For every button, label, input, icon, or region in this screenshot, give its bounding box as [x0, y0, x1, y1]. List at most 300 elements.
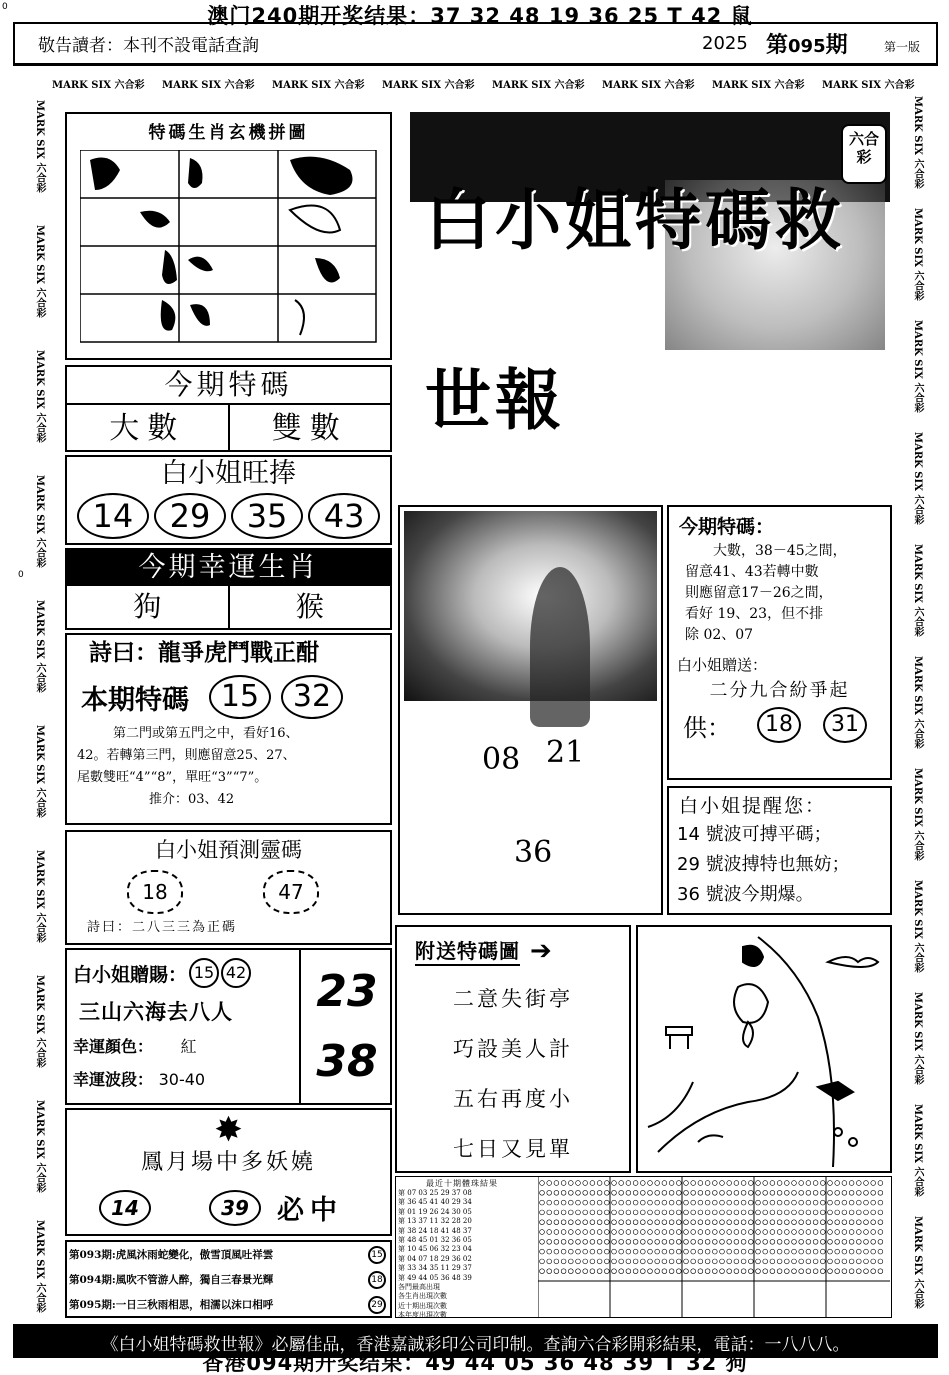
result-dot — [640, 1181, 645, 1186]
result-dot — [554, 1220, 559, 1225]
result-dot — [612, 1200, 617, 1205]
result-dot — [835, 1239, 840, 1244]
result-dot — [712, 1200, 717, 1205]
result-dot — [727, 1200, 732, 1205]
masthead — [405, 110, 890, 480]
number-ball: 29 — [154, 493, 226, 539]
result-dot — [554, 1190, 559, 1195]
result-dot — [691, 1259, 696, 1264]
result-dot — [626, 1259, 631, 1264]
result-dot — [828, 1181, 833, 1186]
result-dot — [633, 1249, 638, 1254]
gift-big-number: 38 — [316, 1036, 378, 1087]
result-dot — [691, 1210, 696, 1215]
result-dot — [871, 1249, 876, 1254]
result-dot — [705, 1259, 710, 1264]
gift-title: 白小姐贈賜： — [73, 963, 188, 986]
result-dot — [590, 1220, 595, 1225]
must-win-label: 必中 — [277, 1195, 343, 1226]
result-dot — [684, 1249, 689, 1254]
result-dot — [820, 1181, 825, 1186]
border-mark: MARK SIX 六合彩 — [34, 725, 45, 818]
result-dot — [813, 1230, 818, 1235]
result-dot — [626, 1249, 631, 1254]
result-dot — [770, 1210, 775, 1215]
border-mark: MARK SIX 六合彩 — [912, 992, 923, 1085]
result-dot — [835, 1200, 840, 1205]
result-dot — [547, 1181, 552, 1186]
result-dot — [878, 1190, 883, 1195]
reminder-line: 14 號波可搏平碼； — [677, 824, 832, 845]
result-dot — [561, 1269, 566, 1274]
result-dot — [568, 1210, 573, 1215]
attached-chart-box — [395, 925, 631, 1173]
result-dot — [820, 1210, 825, 1215]
number-ball: 35 — [231, 493, 303, 539]
result-dot — [777, 1249, 782, 1254]
gift-color-value: 紅 — [180, 1037, 197, 1056]
result-dot — [583, 1249, 588, 1254]
result-dot — [561, 1230, 566, 1235]
result-dot — [748, 1181, 753, 1186]
border-mark: MARK SIX 六合彩 — [34, 475, 45, 568]
result-dot — [568, 1181, 573, 1186]
gift-wave-value: 30-40 — [158, 1070, 206, 1089]
result-dot — [784, 1190, 789, 1195]
result-dot — [698, 1181, 703, 1186]
result-dot — [748, 1190, 753, 1195]
issue-year: 2025 — [702, 33, 748, 54]
result-dot — [612, 1181, 617, 1186]
result-dot — [748, 1200, 753, 1205]
result-dot — [806, 1210, 811, 1215]
results-table — [395, 1176, 892, 1318]
gift-divider — [299, 950, 301, 1103]
result-dot — [691, 1200, 696, 1205]
result-dot — [734, 1249, 739, 1254]
poem-box — [65, 633, 392, 825]
result-dot — [806, 1269, 811, 1274]
result-dot — [576, 1220, 581, 1225]
result-dot — [568, 1230, 573, 1235]
result-dot — [842, 1200, 847, 1205]
edition-label: 第一版 — [884, 40, 921, 54]
border-mark: MARK SIX 六合彩 — [272, 80, 365, 91]
results-row: 第 13 37 11 32 28 20 — [398, 1217, 472, 1226]
result-dot — [849, 1210, 854, 1215]
result-dot — [633, 1259, 638, 1264]
lucky-zodiac-title: 今期幸運生肖 — [67, 550, 390, 586]
border-mark: MARK SIX 六合彩 — [912, 1216, 923, 1309]
number-ball: 14 — [77, 493, 149, 539]
result-dot — [540, 1190, 545, 1195]
history-line: 第094期:風吹不管游人醉，獨自三春景光輝 — [69, 1274, 274, 1286]
masthead-badge: 六合彩 — [841, 124, 887, 184]
reminder-line: 36 號波今期爆。 — [677, 884, 814, 905]
result-dot — [604, 1181, 609, 1186]
result-dot — [777, 1181, 782, 1186]
poem-line: 詩曰：龍爭虎鬥戰正酣 — [89, 640, 319, 666]
result-dot — [828, 1259, 833, 1264]
number-ball: 15 — [368, 1246, 386, 1264]
result-dot — [871, 1210, 876, 1215]
result-dot — [604, 1220, 609, 1225]
result-dot — [748, 1259, 753, 1264]
result-dot — [676, 1210, 681, 1215]
result-dot — [856, 1220, 861, 1225]
corner-mark: 0 — [2, 2, 8, 12]
result-dot — [806, 1200, 811, 1205]
tips-box — [667, 505, 892, 780]
result-dot — [597, 1269, 602, 1274]
result-dot — [813, 1190, 818, 1195]
result-dot — [684, 1230, 689, 1235]
result-dot — [806, 1239, 811, 1244]
result-dot — [763, 1269, 768, 1274]
tips-line: 大數，38－45之間， — [713, 543, 847, 559]
result-dot — [669, 1210, 674, 1215]
white-lady-hot-numbers — [67, 493, 390, 539]
result-dot — [784, 1239, 789, 1244]
result-dot — [756, 1200, 761, 1205]
result-dot — [619, 1239, 624, 1244]
result-dot — [640, 1239, 645, 1244]
result-dot — [856, 1230, 861, 1235]
result-dot — [648, 1259, 653, 1264]
result-dot — [864, 1190, 869, 1195]
result-dot — [799, 1249, 804, 1254]
result-dot — [835, 1259, 840, 1264]
result-dot — [669, 1200, 674, 1205]
result-dot — [633, 1200, 638, 1205]
result-dot — [684, 1269, 689, 1274]
result-dot — [820, 1259, 825, 1264]
result-dot — [748, 1239, 753, 1244]
result-dot — [568, 1220, 573, 1225]
result-dot — [856, 1239, 861, 1244]
result-dot — [856, 1259, 861, 1264]
result-dot — [540, 1249, 545, 1254]
result-dot — [597, 1249, 602, 1254]
result-dot — [554, 1210, 559, 1215]
tips-line: 看好 19、23，但不排 — [685, 606, 824, 622]
results-row: 第 01 19 26 24 30 05 — [398, 1207, 472, 1216]
result-dot — [741, 1269, 746, 1274]
history-line: 第093期:虎風沐雨蛇變化，傲雪頂風吐祥雲 — [69, 1249, 274, 1261]
result-dot — [604, 1259, 609, 1264]
result-dot — [669, 1181, 674, 1186]
result-dot — [720, 1190, 725, 1195]
reminder-title: 白小姐提醒您： — [679, 795, 827, 817]
tips-line: 除 02、07 — [685, 627, 754, 643]
attached-chart-line: 巧設美人計 — [453, 1037, 573, 1061]
result-dot — [741, 1239, 746, 1244]
result-dot — [835, 1190, 840, 1195]
result-dot — [547, 1239, 552, 1244]
result-dot — [734, 1220, 739, 1225]
results-rows — [398, 1189, 534, 1321]
result-dot — [864, 1220, 869, 1225]
result-dot — [691, 1220, 696, 1225]
result-dot — [568, 1190, 573, 1195]
results-footer-row: 本年度出現次數 — [398, 1311, 447, 1320]
result-dot — [756, 1249, 761, 1254]
result-dot — [640, 1190, 645, 1195]
result-dot — [655, 1200, 660, 1205]
result-dot — [756, 1210, 761, 1215]
result-dot — [792, 1210, 797, 1215]
result-dot — [770, 1220, 775, 1225]
results-row: 第 38 24 18 41 48 37 — [398, 1226, 472, 1235]
result-dot — [741, 1220, 746, 1225]
result-dot — [648, 1190, 653, 1195]
gift-color-label: 幸運顏色： — [73, 1037, 154, 1056]
result-dot — [540, 1210, 545, 1215]
result-dot — [712, 1190, 717, 1195]
result-dot — [835, 1181, 840, 1186]
result-dot — [820, 1200, 825, 1205]
tips-line: 留意41、43若轉中數 — [685, 564, 819, 580]
result-dot — [777, 1230, 782, 1235]
result-dot — [806, 1181, 811, 1186]
result-dot — [763, 1220, 768, 1225]
border-mark: MARK SIX 六合彩 — [912, 544, 923, 637]
border-mark: MARK SIX 六合彩 — [912, 208, 923, 301]
border-mark: MARK SIX 六合彩 — [34, 100, 45, 193]
results-row-values: 36 45 41 40 29 34 — [407, 1198, 472, 1207]
result-dot — [547, 1200, 552, 1205]
result-dot — [676, 1249, 681, 1254]
results-footer-row: 各門最高出現 — [398, 1283, 440, 1292]
result-dot — [770, 1239, 775, 1244]
result-dot — [698, 1190, 703, 1195]
history-line: 第095期:一日三秋雨相思，相濡以沫口相呼 — [69, 1299, 274, 1311]
result-dot — [820, 1220, 825, 1225]
result-dot — [691, 1249, 696, 1254]
number-ball: 18 — [368, 1271, 386, 1289]
photo-figure — [530, 567, 590, 727]
result-dot — [547, 1220, 552, 1225]
result-dot — [820, 1190, 825, 1195]
zodiac-puzzle-title: 特碼生肖玄機拼圖 — [148, 123, 309, 143]
result-dot — [626, 1220, 631, 1225]
tips-text — [669, 541, 890, 646]
result-dot — [813, 1200, 818, 1205]
result-dot — [871, 1259, 876, 1264]
result-dot — [792, 1269, 797, 1274]
result-dot — [705, 1200, 710, 1205]
result-dot — [770, 1269, 775, 1274]
result-dot — [640, 1259, 645, 1264]
result-dot — [756, 1181, 761, 1186]
result-dot — [712, 1239, 717, 1244]
result-dot — [878, 1210, 883, 1215]
result-dot — [712, 1259, 717, 1264]
lucky-zodiac-left: 狗 — [67, 586, 230, 628]
masthead-title: 白小姐特碼救世報 — [425, 181, 845, 439]
result-dot — [554, 1249, 559, 1254]
result-dot — [597, 1259, 602, 1264]
number-ball: 15 — [209, 675, 271, 719]
result-dot — [684, 1259, 689, 1264]
results-row-values: 49 44 05 36 48 39 — [407, 1273, 472, 1282]
result-dot — [792, 1230, 797, 1235]
result-dot — [597, 1239, 602, 1244]
results-row-values: 48 45 01 32 36 05 — [407, 1236, 472, 1245]
result-dot — [669, 1220, 674, 1225]
result-dot — [712, 1181, 717, 1186]
result-dot — [705, 1190, 710, 1195]
issue-number — [766, 28, 848, 59]
result-dot — [763, 1230, 768, 1235]
result-dot — [777, 1239, 782, 1244]
issue-prefix: 第 — [766, 33, 789, 58]
result-dot — [612, 1269, 617, 1274]
result-dot — [828, 1230, 833, 1235]
result-dot — [756, 1190, 761, 1195]
result-dot — [698, 1239, 703, 1244]
result-dot — [770, 1181, 775, 1186]
result-dot — [604, 1269, 609, 1274]
result-dot — [748, 1210, 753, 1215]
result-dot — [626, 1210, 631, 1215]
result-dot — [698, 1269, 703, 1274]
result-dot — [619, 1220, 624, 1225]
result-dot — [561, 1249, 566, 1254]
result-dot — [655, 1210, 660, 1215]
result-dot — [849, 1220, 854, 1225]
border-mark: MARK SIX 六合彩 — [34, 225, 45, 318]
result-dot — [655, 1239, 660, 1244]
right-border-marks — [908, 96, 926, 1316]
result-dot — [684, 1210, 689, 1215]
result-dot — [590, 1249, 595, 1254]
result-dot — [856, 1269, 861, 1274]
result-dot — [583, 1259, 588, 1264]
number-ball: 14 — [99, 1190, 151, 1226]
result-dot — [554, 1200, 559, 1205]
number-ball: 29 — [368, 1296, 386, 1314]
gift-big-number: 23 — [316, 966, 378, 1017]
result-dot — [799, 1269, 804, 1274]
result-dot — [597, 1230, 602, 1235]
result-dot — [842, 1210, 847, 1215]
result-dot — [720, 1220, 725, 1225]
result-dot — [590, 1200, 595, 1205]
result-dot — [705, 1230, 710, 1235]
result-dot — [763, 1181, 768, 1186]
result-dot — [612, 1259, 617, 1264]
result-dot — [583, 1210, 588, 1215]
result-dot — [540, 1239, 545, 1244]
result-dot — [792, 1200, 797, 1205]
result-dot — [864, 1269, 869, 1274]
result-dot — [813, 1210, 818, 1215]
border-mark: MARK SIX 六合彩 — [52, 80, 145, 91]
tips-line: 則應留意17－26之間， — [685, 585, 833, 601]
result-dot — [727, 1190, 732, 1195]
result-dot — [612, 1190, 617, 1195]
result-dot — [792, 1181, 797, 1186]
result-dot — [561, 1200, 566, 1205]
border-mark: MARK SIX 六合彩 — [912, 96, 923, 189]
result-dot — [626, 1190, 631, 1195]
result-dot — [784, 1269, 789, 1274]
number-ball: 15 — [189, 958, 219, 988]
result-dot — [799, 1200, 804, 1205]
border-mark: MARK SIX 六合彩 — [822, 80, 915, 91]
border-mark: MARK SIX 六合彩 — [382, 80, 475, 91]
result-dot — [871, 1269, 876, 1274]
result-dot — [871, 1200, 876, 1205]
result-dot — [878, 1259, 883, 1264]
results-row: 第 04 07 18 29 36 02 — [398, 1254, 472, 1263]
result-dot — [813, 1249, 818, 1254]
border-mark: MARK SIX 六合彩 — [712, 80, 805, 91]
result-dot — [590, 1210, 595, 1215]
result-dot — [820, 1230, 825, 1235]
number-flower: 18 — [127, 870, 183, 914]
result-dot — [655, 1190, 660, 1195]
result-dot — [684, 1181, 689, 1186]
footer-text: 《白小姐特碼救世報》必屬佳品，香港嘉誠彩印公司印制。查詢六合彩開彩結果，電話：一八八八。 — [101, 1335, 850, 1355]
result-dot — [676, 1200, 681, 1205]
result-dot — [568, 1259, 573, 1264]
results-dot-grid — [538, 1177, 890, 1317]
result-dot — [633, 1230, 638, 1235]
result-dot — [856, 1200, 861, 1205]
result-dot — [784, 1210, 789, 1215]
result-dot — [705, 1181, 710, 1186]
result-dot — [763, 1200, 768, 1205]
result-dot — [619, 1210, 624, 1215]
border-mark: MARK SIX 六合彩 — [912, 432, 923, 525]
result-dot — [568, 1269, 573, 1274]
result-dot — [720, 1269, 725, 1274]
result-dot — [799, 1190, 804, 1195]
poem-text-line: 第二門或第五門之中，看好16、 — [113, 726, 299, 741]
tips-title: 今期特碼： — [679, 516, 775, 538]
zodiac-puzzle-box — [65, 112, 392, 360]
result-dot — [583, 1181, 588, 1186]
cartoon-box — [636, 925, 892, 1173]
result-dot — [799, 1220, 804, 1225]
result-dot — [590, 1190, 595, 1195]
result-dot — [756, 1230, 761, 1235]
result-dot — [676, 1190, 681, 1195]
result-dot — [612, 1210, 617, 1215]
result-dot — [561, 1259, 566, 1264]
left-border-marks — [30, 100, 48, 1320]
result-dot — [619, 1259, 624, 1264]
notice-text: 敬告讀者：本刊不設電話查詢 — [38, 36, 259, 56]
result-dot — [727, 1259, 732, 1264]
prediction-box — [65, 830, 392, 945]
result-dot — [648, 1230, 653, 1235]
result-dot — [662, 1181, 667, 1186]
result-dot — [835, 1230, 840, 1235]
result-dot — [720, 1230, 725, 1235]
result-dot — [864, 1239, 869, 1244]
result-dot — [813, 1181, 818, 1186]
result-dot — [849, 1239, 854, 1244]
result-dot — [547, 1230, 552, 1235]
corner-mark-mid: 0 — [18, 570, 24, 580]
result-dot — [727, 1220, 732, 1225]
result-dot — [640, 1200, 645, 1205]
border-mark: MARK SIX 六合彩 — [34, 1220, 45, 1313]
result-dot — [806, 1249, 811, 1254]
